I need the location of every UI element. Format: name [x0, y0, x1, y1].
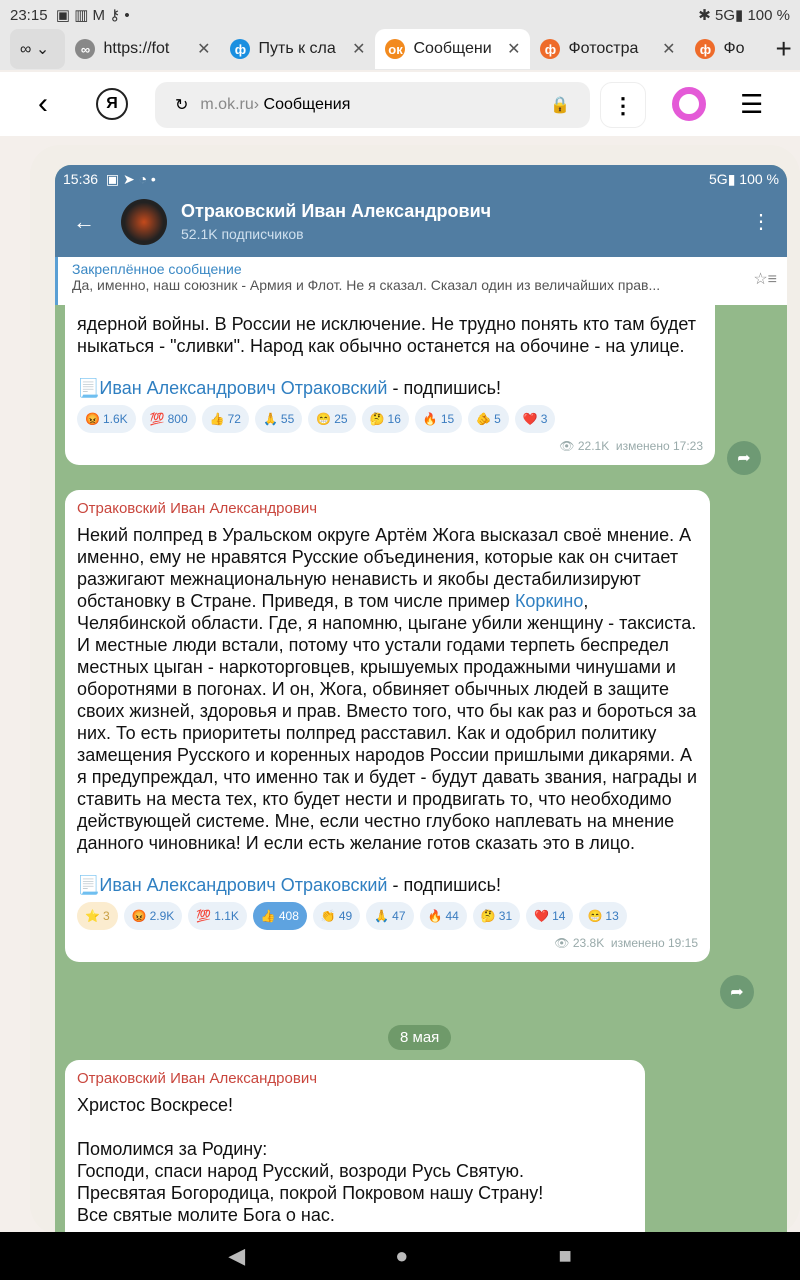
text-line: Все святые молите Бога о нас. [77, 1205, 335, 1225]
emoji-icon: 👍 [209, 412, 225, 426]
tab[interactable]: ф Путь к сла ✕ [220, 29, 375, 69]
menu-dots-button[interactable]: ⋮ [600, 82, 646, 128]
back-icon[interactable]: ‹ [38, 87, 48, 120]
reaction-chip[interactable]: 🤔 16 [362, 405, 409, 433]
tab[interactable]: ∞ https://fot ✕ [65, 29, 220, 69]
back-nav-icon[interactable]: ◀ [228, 1243, 246, 1268]
message-bubble: ядерной войны. В России не исключение. Не трудно понять кто там будет ныкаться - "сливки". Народ как обычно останется на обочине - на улице. 📃Иван Александрович Отраковский - подпишись! 😡 1.6K 💯 800 👍 72 🙏 55 😁 25 🤔 16 🔥 15 🫵 5 ❤️ 3 👁 22.1K изменено 17:23 [65, 305, 715, 465]
emoji-icon: 👍 [260, 909, 276, 923]
favicon-icon: ок [385, 39, 405, 59]
favicon-icon: ∞ [75, 39, 95, 59]
reaction-chip[interactable]: 😡 1.6K [77, 405, 136, 433]
emoji-icon: 😁 [316, 412, 332, 426]
forward-button[interactable]: ➦ [720, 975, 754, 1009]
reaction-chip[interactable]: 👍 72 [202, 405, 249, 433]
reactions [77, 902, 698, 930]
text-line: Пресвятая Богородица, покрой Покровом нашу Страну! [77, 1183, 544, 1203]
reload-icon[interactable]: ↻ [175, 97, 189, 114]
status-bar [0, 0, 800, 30]
emoji-icon: 🤔 [369, 412, 385, 426]
reaction-chip[interactable]: 👍 408 [253, 902, 307, 930]
clock: 23:15 [10, 6, 48, 24]
emoji-icon: 💯 [149, 412, 165, 426]
emoji-icon: 🙏 [374, 909, 390, 923]
channel-header: 15:36 ▣ ➤ ◔ • 5G▮ 100 % ← Отраковский Иван Александрович 52.1K подписчиков ⋮ [55, 165, 787, 257]
emoji-icon: 😁 [587, 909, 603, 923]
url-field[interactable]: ↻ m.ok.ru› Сообщения 🔒 [155, 82, 590, 128]
channel-name: Отраковский Иван Александрович [181, 201, 492, 221]
emoji-icon: 💯 [196, 909, 212, 923]
close-tab-icon[interactable]: ✕ [197, 41, 211, 58]
reaction-chip[interactable]: 👏 49 [313, 902, 360, 930]
tab[interactable]: ф Фо [685, 29, 765, 69]
reaction-chip[interactable]: 💯 800 [142, 405, 196, 433]
note-icon: 📃 [77, 875, 100, 895]
message-bubble: Отраковский Иван Александрович Некий полпред в Уральском округе Артём Жога высказал своё мнение. А именно, ему не нравятся Русские объединения, которые как он считает разжигают межнациональную ненависть и якобы дестабилизируют обстановку в Стране. Приведя, в том числе пример Коркино, Челябинской области. Где, я напомню, цыгане убили женщину - таксиста. И местные люди встали, потому что устали годами терпеть беспредел местных цыган - наркоторговцев, крышуемых продажными чинушами и оборотнями в погонах. И он, Жога, обвиняет обычных людей в защите своих жизней, здоровья и прав. Вместо того, что бы как раз и бороться за них. То есть приоритеты полпред расставил. Как и одобрил политику замещения Русского и коренных народов России пришлыми дикарями. А я предупреждал, что именно так и будет - будут давать звания, награды и ставить на места тех, кто будет нести и продвигать то, что необходимо действующей системе. Мне, если честно глубоко наплевать на мнение данного чиновника! И если есть желание готов сказать это в лицо. 📃Иван Александрович Отраковский - подпишись! ⭐ 3 😡 2.9K 💯 1.1K 👍 408 👏 49 🙏 47 🔥 44 🤔 31 ❤️ 14 😁 13 👁 23.8K изменено 19:15 [65, 490, 710, 962]
tab[interactable]: ф Фотостра ✕ [530, 29, 685, 69]
reaction-chip[interactable]: 🙏 47 [366, 902, 413, 930]
avatar [121, 199, 167, 245]
reaction-chip[interactable]: ⭐ 3 [77, 902, 118, 930]
reaction-chip[interactable]: ❤️ 3 [515, 405, 556, 433]
message-text [77, 1094, 633, 1226]
emoji-icon: 🤔 [480, 909, 496, 923]
reaction-chip[interactable]: 😁 25 [308, 405, 355, 433]
text-line [77, 1116, 633, 1138]
tab-strip [0, 28, 800, 70]
favicon-icon: ф [540, 39, 560, 59]
hamburger-menu-icon[interactable]: ☰ [740, 88, 764, 119]
address-bar [0, 72, 800, 136]
subscriber-count: 52.1K подписчиков [181, 226, 304, 242]
emoji-icon: 😡 [85, 412, 100, 426]
reactions [77, 405, 703, 433]
emoji-icon: ❤️ [534, 909, 550, 923]
reaction-chip[interactable]: 😡 2.9K [124, 902, 183, 930]
recents-icon[interactable]: ■ [558, 1243, 572, 1268]
emoji-icon: 🫵 [476, 412, 492, 426]
pinned-message[interactable]: Закреплённое сообщение Да, именно, наш союзник - Армия и Флот. Не я сказал. Сказал один из величайших прав... ☆≡ [55, 257, 787, 305]
emoji-icon: 🔥 [422, 412, 438, 426]
message-meta: 👁 23.8K изменено 19:15 [554, 936, 698, 950]
tab[interactable]: ок Сообщени ✕ [375, 29, 530, 69]
reaction-chip[interactable]: ❤️ 14 [526, 902, 573, 930]
emoji-icon: ⭐ [85, 909, 100, 923]
reaction-chip[interactable]: 🫵 5 [468, 405, 509, 433]
emoji-icon: 👏 [320, 909, 336, 923]
yandex-icon[interactable]: Я [96, 88, 128, 120]
reaction-chip[interactable]: 🙏 55 [255, 405, 302, 433]
close-tab-icon[interactable]: ✕ [352, 41, 366, 58]
message-meta: 👁 22.1K изменено 17:23 [559, 439, 703, 453]
text-line: Помолимся за Родину: [77, 1139, 268, 1159]
status-right: ✱ 5G▮ 100 % [698, 7, 790, 24]
reaction-chip[interactable]: 🔥 44 [420, 902, 467, 930]
pinned-list-icon[interactable]: ☆≡ [753, 271, 777, 288]
home-icon[interactable]: ● [395, 1243, 409, 1268]
notification-icons: ▣ ▥ M ⚷ • [47, 7, 130, 24]
emoji-icon: ❤️ [522, 412, 538, 426]
text-line: Христос Воскресе! [77, 1095, 234, 1115]
back-arrow-icon[interactable]: ← [73, 209, 95, 234]
text-line: Господи, спаси народ Русский, возроди Русь Святую. [77, 1161, 525, 1181]
navigation-bar [0, 1232, 800, 1280]
new-tab-button[interactable]: + [775, 33, 792, 64]
close-tab-icon[interactable]: ✕ [507, 41, 521, 58]
alice-icon[interactable] [672, 87, 706, 121]
favicon-icon: ф [695, 39, 715, 59]
reaction-chip[interactable]: 🤔 31 [473, 902, 520, 930]
favicon-icon: ф [230, 39, 250, 59]
more-icon[interactable]: ⋮ [751, 211, 771, 233]
forward-button[interactable]: ➦ [727, 441, 761, 475]
reaction-chip[interactable]: 💯 1.1K [188, 902, 247, 930]
emoji-icon: 😡 [131, 909, 147, 923]
note-icon: 📃 [77, 378, 100, 398]
date-divider: 8 мая [388, 1025, 451, 1050]
lock-icon: 🔒 [550, 97, 570, 114]
message-bubble: Отраковский Иван Александрович Христос Воскресе! Помолимся за Родину: Господи, спаси народ Русский, возроди Русь Святую. Пресвятая Богородица, покрой Покровом нашу Страну! Все святые молите Бога о нас. [65, 1060, 645, 1235]
screenshot-image [55, 165, 787, 1235]
reaction-chip[interactable]: 😁 13 [579, 902, 626, 930]
emoji-icon: 🔥 [427, 909, 443, 923]
close-tab-icon[interactable]: ✕ [662, 41, 676, 58]
reaction-chip[interactable]: 🔥 15 [415, 405, 462, 433]
emoji-icon: 🙏 [262, 412, 278, 426]
tab-groups-button[interactable]: ∞ ⌄ [10, 29, 65, 69]
